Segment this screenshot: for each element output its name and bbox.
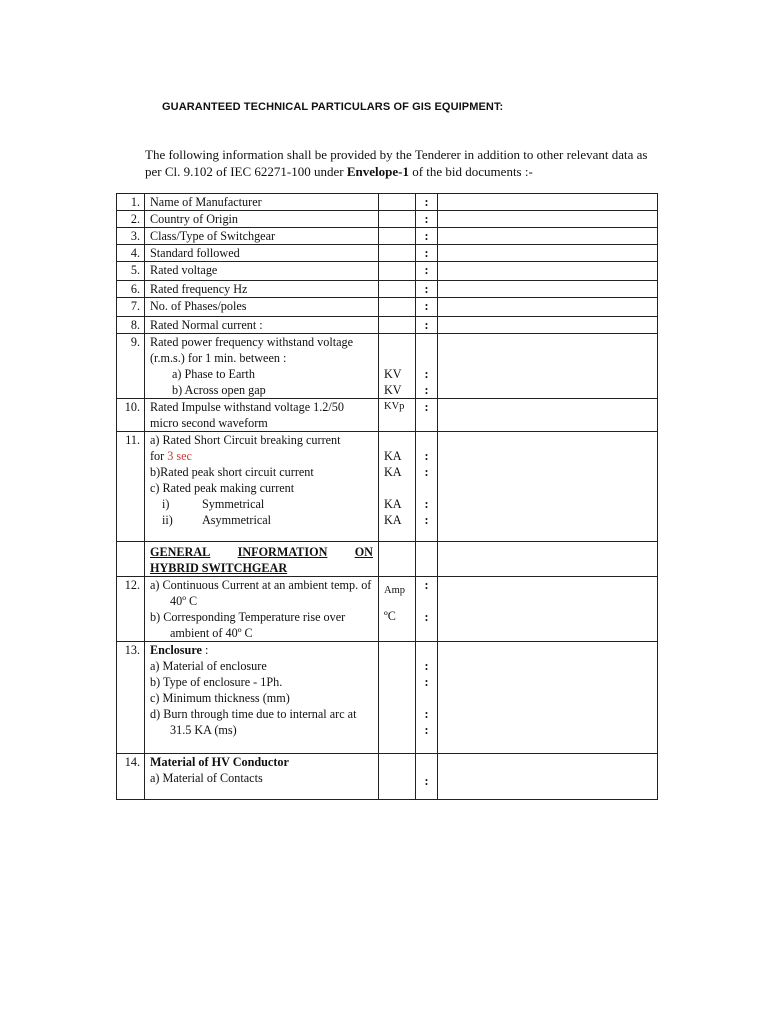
row-unit (379, 317, 416, 334)
row-unit (379, 281, 416, 298)
row-label: Rated power frequency withstand voltage (r.m.s.) for 1 min. between : (150, 335, 354, 365)
table-row (117, 642, 658, 754)
row-number: 5. (117, 262, 145, 281)
row-colon-block (416, 642, 438, 754)
row-number: 12. (117, 577, 145, 642)
row-unit (379, 228, 416, 245)
table-row (117, 754, 658, 800)
row-colon-block (416, 432, 438, 542)
row-colon-block (416, 754, 438, 800)
sub-item (150, 512, 373, 528)
unit-label: KA (384, 513, 402, 527)
row-number: 10. (117, 399, 145, 432)
row-number: 8. (117, 317, 145, 334)
row-value-cell[interactable] (438, 754, 658, 800)
row-colon: : (424, 497, 429, 511)
sub-item: a) Phase to Earth (172, 367, 255, 381)
table-row (117, 542, 658, 577)
row-label: Rated voltage (145, 262, 379, 281)
row-value-cell[interactable] (438, 334, 658, 399)
row-unit-block (379, 334, 416, 399)
sub-item (150, 496, 373, 512)
unit-label: KA (384, 449, 402, 463)
unit-label: KV (384, 367, 402, 381)
section-heading-text (150, 544, 373, 576)
sub-item (150, 448, 373, 464)
table-row (117, 245, 658, 262)
row-number (117, 542, 145, 577)
row-value-cell[interactable] (438, 317, 658, 334)
sub-item: a) Material of Contacts (150, 771, 263, 785)
row-number: 9. (117, 334, 145, 399)
row-unit-block (379, 577, 416, 642)
row-colon: : (424, 449, 429, 463)
row-colon: : (424, 465, 429, 479)
row-colon (416, 542, 438, 577)
sub-item: b) Type of enclosure - 1Ph. (150, 675, 283, 689)
table-row (117, 577, 658, 642)
row-unit (379, 754, 416, 800)
row-colon: : (424, 675, 429, 689)
row-unit (379, 194, 416, 211)
unit-label: KV (384, 383, 402, 397)
intro-text-end: of the bid documents :- (408, 164, 533, 179)
sub-item: b)Rated peak short circuit current (150, 465, 314, 479)
heading-word: GENERAL (150, 545, 211, 559)
unit-label: ºC (384, 609, 396, 623)
breaking-duration: 3 sec (167, 449, 192, 463)
enclosure-suffix: : (201, 643, 209, 657)
conductor-title: Material of HV Conductor (150, 755, 289, 769)
row-colon: : (416, 317, 438, 334)
table-row (117, 281, 658, 298)
row-label-block (145, 642, 379, 754)
table-row (117, 262, 658, 281)
row-unit: KVp (379, 399, 416, 432)
row-colon-block (416, 577, 438, 642)
row-colon: : (424, 659, 429, 673)
unit-label: KA (384, 497, 402, 511)
row-value-cell[interactable] (438, 262, 658, 281)
row-number: 6. (117, 281, 145, 298)
row-colon: : (416, 211, 438, 228)
row-value-cell[interactable] (438, 228, 658, 245)
heading-word: ON (354, 545, 373, 559)
sub-value: Symmetrical (202, 497, 265, 511)
sub-item (150, 754, 373, 770)
sub-item-prefix: for (150, 449, 168, 463)
sub-item: d) Burn through time due to internal arc at 31.5 KA (ms) (150, 707, 357, 737)
row-unit (379, 262, 416, 281)
heading-word: INFORMATION (237, 545, 328, 559)
table-row (117, 432, 658, 542)
row-label: Rated frequency Hz (145, 281, 379, 298)
row-number: 11. (117, 432, 145, 542)
row-label-block (145, 754, 379, 800)
row-number: 4. (117, 245, 145, 262)
table-row (117, 194, 658, 211)
row-number: 13. (117, 642, 145, 754)
row-colon: : (424, 367, 429, 381)
row-colon: : (416, 262, 438, 281)
row-colon: : (416, 194, 438, 211)
row-colon: : (424, 774, 429, 788)
row-value-cell[interactable] (438, 399, 658, 432)
sub-item: c) Minimum thickness (mm) (150, 691, 290, 705)
row-colon: : (424, 578, 429, 592)
row-colon: : (416, 245, 438, 262)
table-row (117, 317, 658, 334)
row-label: Rated Impulse withstand voltage 1.2/50 micro second waveform (145, 399, 379, 432)
row-colon: : (416, 281, 438, 298)
unit-label: KA (384, 465, 402, 479)
row-label: Rated Normal current : (145, 317, 379, 334)
gtp-table (116, 193, 658, 800)
enclosure-title: Enclosure (150, 643, 202, 657)
row-colon: : (424, 513, 429, 527)
row-value-cell[interactable] (438, 432, 658, 542)
intro-paragraph (145, 146, 665, 180)
row-colon-block (416, 334, 438, 399)
sub-key: ii) (162, 513, 173, 527)
intro-text: The following information shall be provided by the Tenderer in addition to other relevant data as per Cl. 9.102 of IEC 62271-100 under (145, 147, 648, 179)
table-row (117, 334, 658, 399)
row-unit (379, 542, 416, 577)
row-value-cell[interactable] (438, 211, 658, 228)
row-label: Name of Manufacturer (145, 194, 379, 211)
row-unit (379, 211, 416, 228)
sub-item: a) Material of enclosure (150, 659, 267, 673)
row-number: 7. (117, 298, 145, 317)
sub-item: b) Corresponding Temperature rise over ambient of 40º C (150, 610, 346, 640)
section-heading (145, 542, 379, 577)
sub-item (150, 642, 373, 658)
sub-key: i) (162, 497, 170, 511)
row-value-cell[interactable] (438, 577, 658, 642)
row-number: 2. (117, 211, 145, 228)
row-label: No. of Phases/poles (145, 298, 379, 317)
sub-item: a) Continuous Current at an ambient temp. of 40º C (150, 578, 372, 608)
row-colon: : (416, 399, 438, 432)
row-value-cell[interactable] (438, 281, 658, 298)
row-unit (379, 642, 416, 754)
row-label-block (145, 334, 379, 399)
row-label: Class/Type of Switchgear (145, 228, 379, 245)
row-number: 1. (117, 194, 145, 211)
row-label-block (145, 432, 379, 542)
row-value-cell[interactable] (438, 245, 658, 262)
sub-item: b) Across open gap (172, 383, 266, 397)
row-value-cell (438, 542, 658, 577)
row-unit (379, 245, 416, 262)
sub-item: a) Rated Short Circuit breaking current (150, 433, 341, 447)
row-colon: : (416, 298, 438, 317)
row-value-cell[interactable] (438, 642, 658, 754)
row-colon: : (424, 383, 429, 397)
row-value-cell[interactable] (438, 298, 658, 317)
row-label: Standard followed (145, 245, 379, 262)
unit-label: Amp (384, 585, 405, 596)
table-row (117, 399, 658, 432)
page-title: GUARANTEED TECHNICAL PARTICULARS OF GIS EQUIPMENT: (162, 101, 504, 113)
sub-item: c) Rated peak making current (150, 481, 295, 495)
row-label-block (145, 577, 379, 642)
intro-envelope: Envelope-1 (346, 164, 409, 179)
row-unit (379, 298, 416, 317)
row-colon: : (424, 707, 429, 721)
row-unit-block (379, 432, 416, 542)
row-value-cell[interactable] (438, 194, 658, 211)
row-number: 14. (117, 754, 145, 800)
row-colon: : (416, 228, 438, 245)
sub-value: Asymmetrical (202, 513, 272, 527)
row-label: Country of Origin (145, 211, 379, 228)
table-row (117, 298, 658, 317)
row-colon: : (424, 610, 429, 624)
table-row (117, 228, 658, 245)
table-row (117, 211, 658, 228)
heading-line: HYBRID SWITCHGEAR (150, 561, 288, 575)
row-colon: : (424, 723, 429, 737)
row-number: 3. (117, 228, 145, 245)
